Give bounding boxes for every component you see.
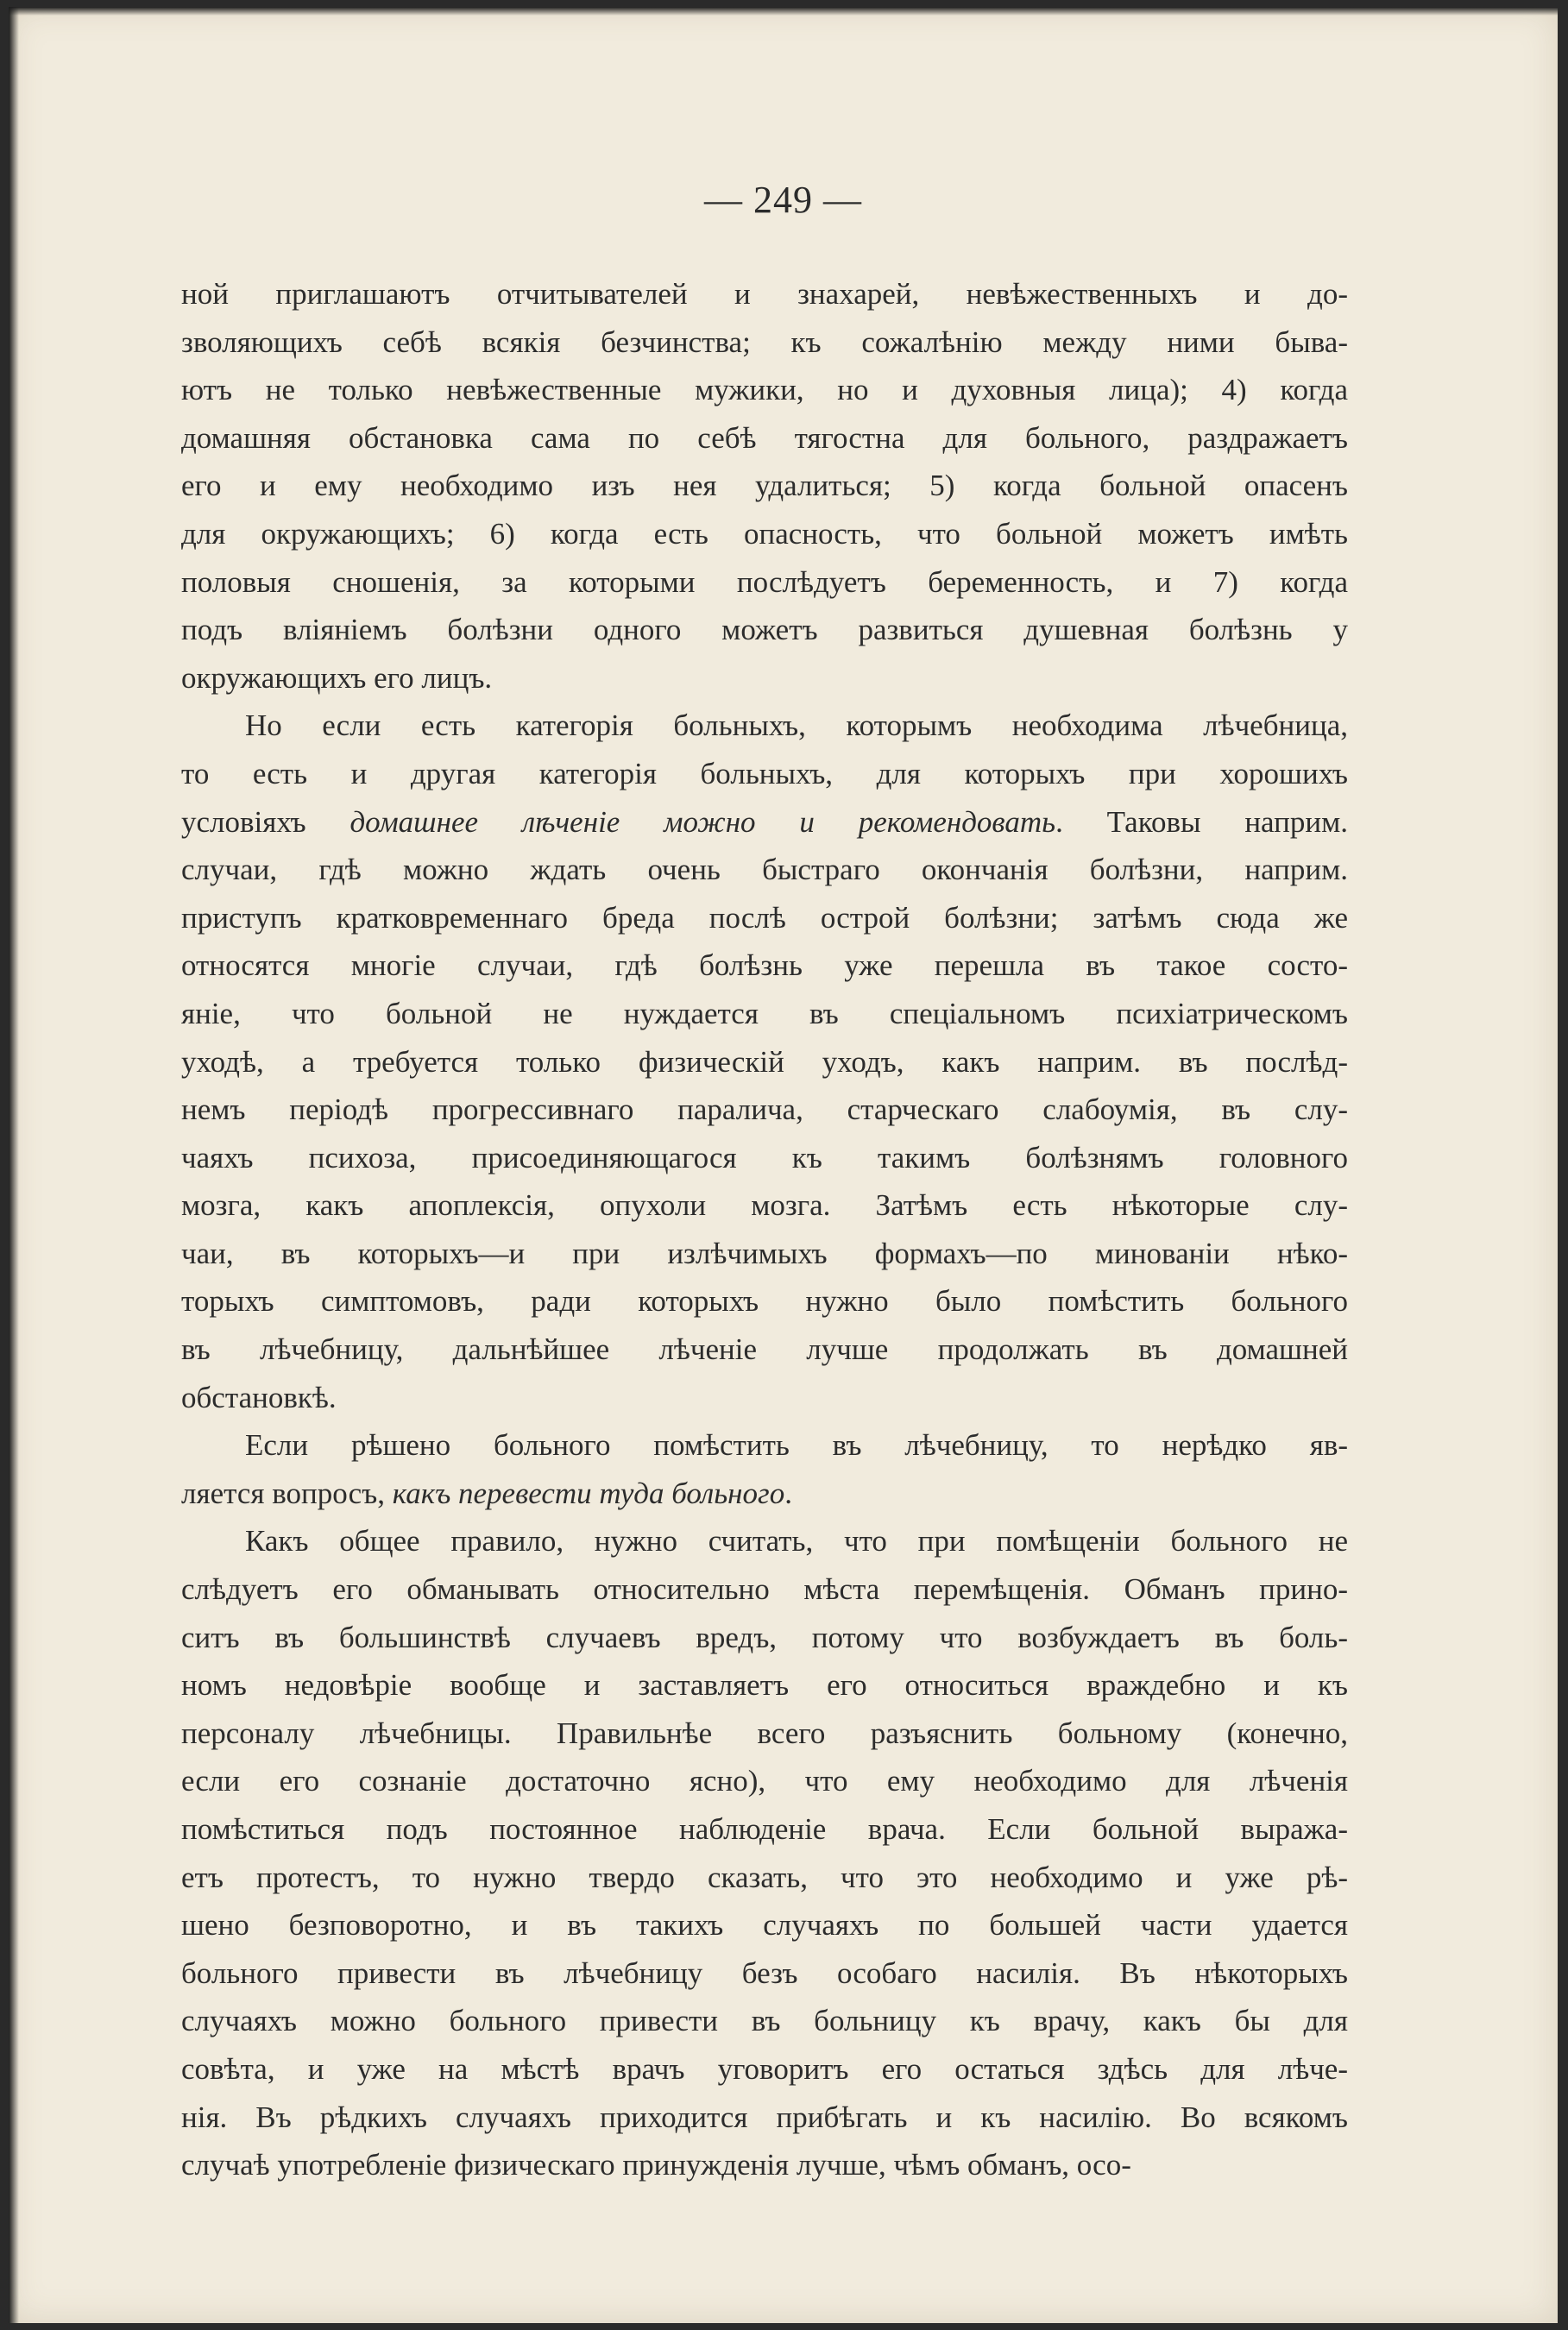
text-line [181, 990, 1348, 1038]
text-segment: больного привести въ лѣчебницу безъ особаго насилія. Въ нѣкоторыхъ [181, 1955, 1348, 1990]
text-line [181, 1470, 1348, 1518]
text-segment: номъ недовѣріе вообще и заставляетъ его относиться враждебно и къ [181, 1668, 1348, 1703]
page-number: — 249 — [704, 179, 862, 221]
text-line [181, 1805, 1348, 1854]
text-line [181, 1421, 1348, 1470]
text-line [181, 1086, 1348, 1134]
text-line [181, 894, 1348, 942]
book-page [9, 7, 1558, 2323]
text-line [181, 510, 1348, 558]
text-segment: въ лѣчебницу, дальнѣйшее лѣченіе лучше продолжать въ домашней [181, 1332, 1348, 1367]
text-segment: Какъ общее правило, нужно считать, что при помѣщеніи больного не [245, 1524, 1348, 1559]
text-segment: зволяющихъ себѣ всякія безчинства; къ сожалѣнію между ними быва- [181, 324, 1348, 359]
text-segment: половыя сношенія, за которыми послѣдуетъ беременность, и 7) когда [181, 564, 1348, 599]
text-segment: его и ему необходимо изъ нея удалиться; 5) когда больной опасенъ [181, 469, 1348, 503]
text-segment: уходѣ, а требуется только физическій уходъ, какъ наприм. въ послѣд- [181, 1044, 1348, 1079]
text-line [181, 1997, 1348, 2045]
text-line [181, 1661, 1348, 1710]
text-segment: если его сознаніе достаточно ясно), что ему необходимо для лѣченія [181, 1764, 1348, 1798]
text-segment: Если рѣшено больного помѣстить въ лѣчебницу, то нерѣдко яв- [245, 1428, 1348, 1463]
text-line [181, 1181, 1348, 1230]
text-line [181, 2141, 1348, 2189]
text-segment: окружающихъ его лицъ. [181, 660, 493, 695]
text-line [181, 414, 1348, 463]
text-line [181, 1757, 1348, 1805]
text-line [181, 1710, 1348, 1758]
paragraph [181, 1421, 1348, 1517]
scan-edge-left [9, 7, 19, 2323]
text-segment: персоналу лѣчебницы. Правильнѣе всего разъяснить больному (конечно, [181, 1716, 1348, 1750]
text-segment: нія. Въ рѣдкихъ случаяхъ приходится прибѣгать и къ насилію. Во всякомъ [181, 2100, 1348, 2134]
text-segment: слѣдуетъ его обманывать относительно мѣста перемѣщенія. Обманъ прино- [181, 1572, 1348, 1607]
text-line [181, 1949, 1348, 1998]
text-line [181, 1901, 1348, 1949]
text-line [181, 941, 1348, 990]
text-segment: яніе, что больной не нуждается въ спеціальномъ психіатрическомъ [181, 996, 1348, 1030]
text-line [181, 1038, 1348, 1086]
text-segment: то есть и другая категорія больныхъ, для которыхъ при хорошихъ [181, 756, 1348, 790]
text-line [181, 654, 1348, 702]
text-segment: для окружающихъ; 6) когда есть опасность, что больной можетъ имѣть [181, 516, 1348, 551]
text-line [181, 702, 1348, 750]
text-line [181, 366, 1348, 414]
text-segment: случаѣ употребленіе физическаго принужденія лучше, чѣмъ обманъ, осо- [181, 2148, 1131, 2182]
text-line [181, 558, 1348, 607]
text-segment: подъ вліяніемъ болѣзни одного можетъ развиться душевная болѣзнь у [181, 613, 1348, 647]
text-line [181, 462, 1348, 510]
text-line [181, 1277, 1348, 1326]
text-segment: . Таковы наприм. [1055, 804, 1348, 839]
text-segment: обстановкѣ. [181, 1380, 337, 1414]
text-segment: случаи, гдѣ можно ждать очень быстраго окончанія болѣзни, наприм. [181, 853, 1348, 887]
text-segment: случаяхъ можно больного привести въ больницу къ врачу, какъ бы для [181, 2004, 1348, 2038]
text-segment: ситъ въ большинствѣ случаевъ вредъ, потому что возбуждаетъ въ боль- [181, 1620, 1348, 1654]
text-line [181, 2094, 1348, 2142]
paragraph [181, 1517, 1348, 2188]
text-line [181, 1565, 1348, 1614]
text-segment: чаяхъ психоза, присоединяющагося къ такимъ болѣзнямъ головного [181, 1140, 1348, 1174]
italic-emphasis: домашнее лѣченіе можно и рекомендовать [349, 804, 1056, 839]
text-segment: помѣститься подъ постоянное наблюденіе врача. Если больной выража- [181, 1812, 1348, 1846]
text-segment: мозга, какъ апоплексія, опухоли мозга. Затѣмъ есть нѣкоторые слу- [181, 1188, 1348, 1223]
text-line [181, 1374, 1348, 1422]
text-line [181, 1614, 1348, 1662]
text-segment: относятся многіе случаи, гдѣ болѣзнь уже перешла въ такое состо- [181, 948, 1348, 983]
text-segment: домашняя обстановка сама по себѣ тягостна для больного, раздражаетъ [181, 420, 1348, 455]
text-line [181, 1854, 1348, 1902]
body-text [181, 270, 1348, 2189]
text-segment: Но если есть категорія больныхъ, которымъ необходима лѣчебница, [245, 708, 1348, 743]
paragraph [181, 270, 1348, 702]
text-line [181, 750, 1348, 798]
text-segment: чаи, въ которыхъ—и при излѣчимыхъ формахъ—по минованіи нѣко- [181, 1236, 1348, 1270]
text-segment: . [784, 1476, 792, 1510]
text-segment: етъ протестъ, то нужно твердо сказать, что это необходимо и уже рѣ- [181, 1860, 1348, 1894]
text-segment: торыхъ симптомовъ, ради которыхъ нужно было помѣстить больного [181, 1284, 1348, 1319]
text-segment: немъ періодѣ прогрессивнаго паралича, старческаго слабоумія, въ слу- [181, 1093, 1348, 1127]
text-line [181, 1134, 1348, 1182]
text-segment: условіяхъ [181, 804, 350, 839]
text-line [181, 798, 1348, 847]
text-segment: ной приглашаютъ отчитывателей и знахарей, невѣжественныхъ и до- [181, 277, 1348, 311]
text-line [181, 606, 1348, 654]
text-line [181, 2045, 1348, 2094]
text-segment: приступъ кратковременнаго бреда послѣ острой болѣзни; затѣмъ сюда же [181, 900, 1348, 935]
text-line [181, 1517, 1348, 1565]
text-line [181, 1326, 1348, 1374]
text-line [181, 846, 1348, 894]
text-line [181, 318, 1348, 367]
text-segment: ляется вопросъ, [181, 1476, 393, 1510]
text-segment: ютъ не только невѣжественные мужики, но и духовныя лица); 4) когда [181, 373, 1348, 407]
scan-edge-top [9, 7, 1558, 16]
text-line [181, 1230, 1348, 1278]
text-line [181, 270, 1348, 318]
paragraph [181, 702, 1348, 1421]
italic-emphasis: какъ перевести туда больного [392, 1476, 785, 1510]
text-segment: совѣта, и уже на мѣстѣ врачъ уговоритъ его остаться здѣсь для лѣче- [181, 2051, 1348, 2086]
text-segment: шено безповоротно, и въ такихъ случаяхъ по большей части удается [181, 1908, 1348, 1943]
